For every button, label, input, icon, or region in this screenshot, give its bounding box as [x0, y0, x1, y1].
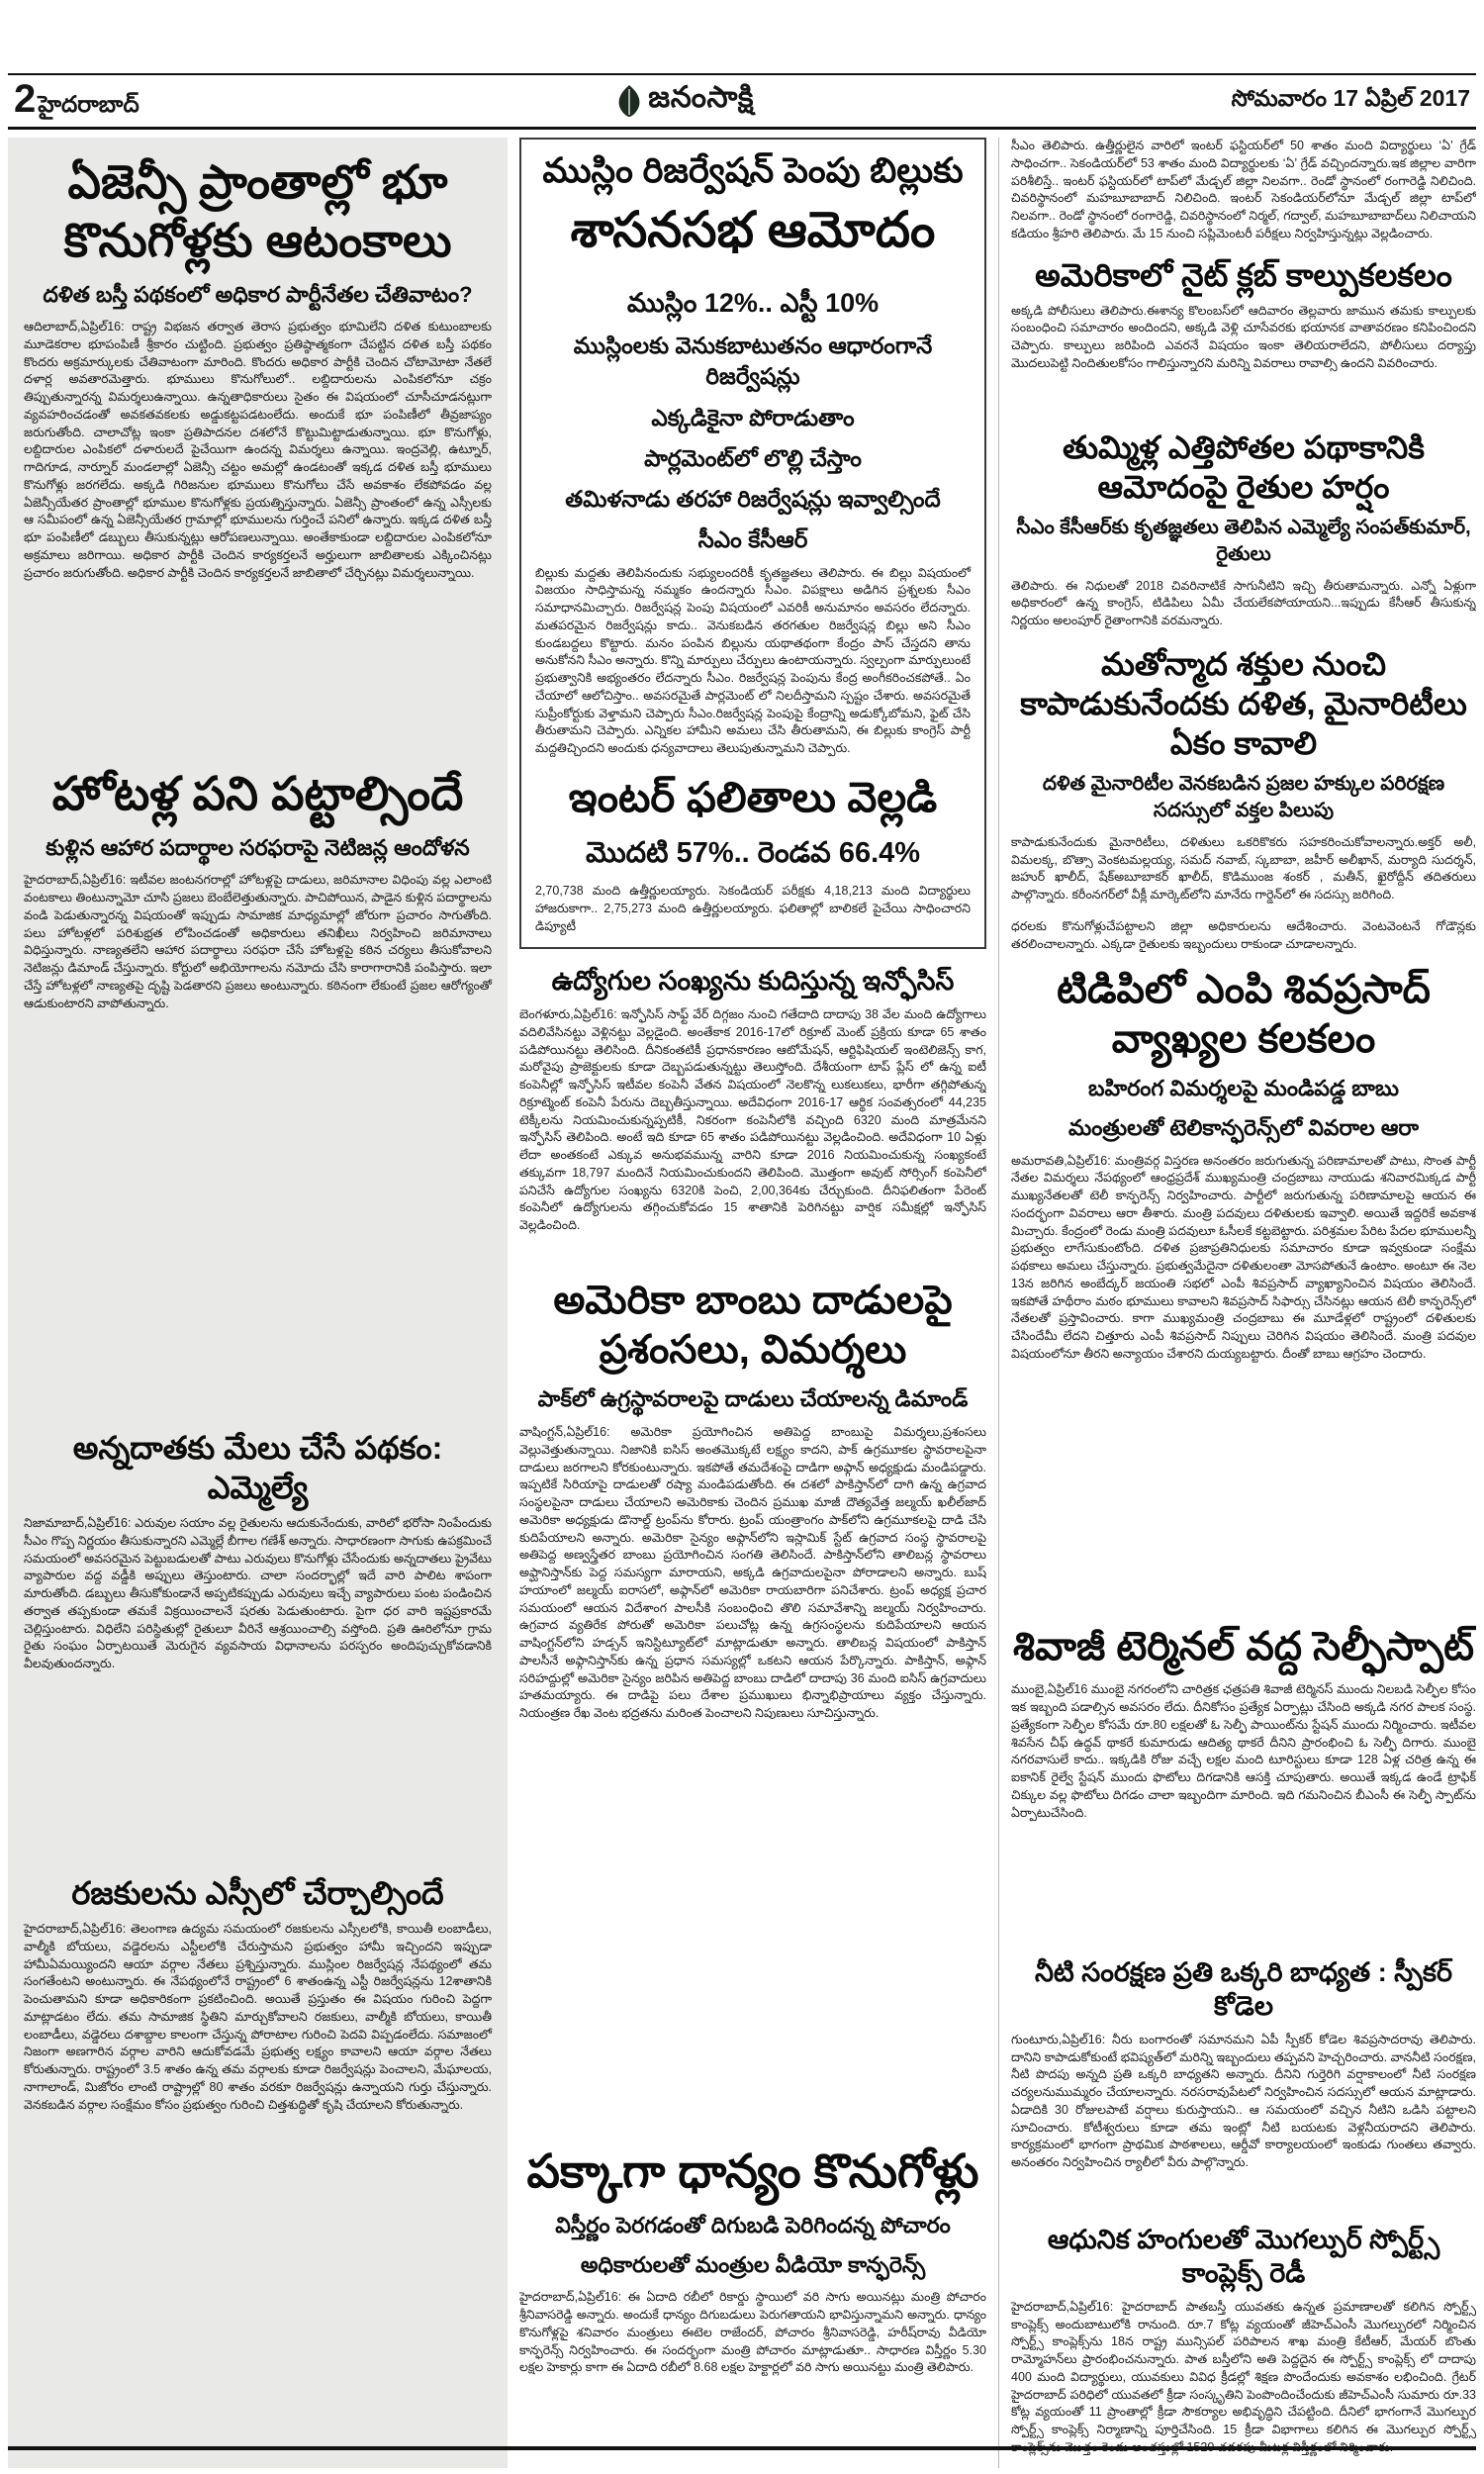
lead-subhead-primary: ముస్లిం 12%.. ఎస్టీ 10% — [626, 288, 880, 318]
story-body: సీఎం తెలిపారు. ఉత్తీర్ణులైన వారిలో ఇంటర్ ఫస్టియర్‌లో 50 శాతం మంది విద్యార్థులు ‘ఏ’ గ్రేడ్ సాధించగా.. సెకండియర్‌లో 53 శాతం మంది విద్యార్థులకు ‘ఏ’ గ్రేడ్ వచ్చిందన్నారు.ఇక జిల్లాల వారిగా పరిశీలిస్తే.. ఇంటర్ ఫస్టియర్‌లో టాప్‌లో మేడ్చల్ జిల్లా నిలవగా.. రెండో స్థానంలో రంగారెడ్డి నిలిచింది. చివరిస్థానంలో మహబూబాబాద్ నిలిచింది. ఇంటర్ సెకండియర్‌లోనూ మేడ్చల్ జిల్లా టాప్‌లో నిలవగా.. రెండో స్థానంలో రంగారెడ్డి, చివరిస్థానంలో నిర్మల్, గద్వాల్, మహబూబాబాద్‌లు నిలిచాయని కడియం శ్రీహరి తెలిపారు. మే 15 నుంచి సప్లిమెంటరీ పరీక్షలు నిర్వహిస్తున్నట్లు వెల్లడించారు. — [1011, 139, 1476, 240]
story-subhead: విస్తీర్ణం పెరగడంతో దిగుబడి పెరిగిందన్న పోచారం — [555, 2213, 951, 2238]
story-subhead: బహిరంగ విమర్శలపై మండిపడ్డ బాబు — [1088, 1076, 1399, 1101]
story-body: ఆదిలాబాద్,ఏప్రిల్16: రాష్ట్ర విభజన తర్వాత తెరాస ప్రభుత్వం భూమిలేని దళిత కుటుంబాలకు మూడెకరాల భూపంపిణీ శ్రీకారం చుట్టింది. ప్రభుత్వం ప్రతిష్ఠాత్మకంగా చేపట్టిన దళిత బస్తీ పథకం కొందరు అక్రమార్కులకు చేతివాటంగా మారింది. కొందరు అధికార పార్టీకి చెందిన చోటామోటా నేతలే దళార్ల అవతారమెత్తారు. భూములు కొనుగోలులో.. లబ్దిదారులను ఎంపికలోనూ చక్రం తిప్పుతున్నారన్న విమర్శలుఉన్నాయి. ఉన్నతాధికారులు సైతం ఈ విషయంలో చూసీచూడనట్లుగా వ్యవహరించడంతో అవకతవకలకు అడ్డుకట్టపడటంలేదు. అందుకే భూ పంపిణీలో తీవ్రజాప్యం జరుగుతోంది. చాలాచోట్ల ఇంకా ప్రతిపాదనల దశలోనే కొట్టుమిట్టాడుతున్నాయి. భూ కొనుగోళ్లు, లబ్దిదారుల ఎంపికలో దళారులదే పైచేయిగా ఉందన్న విమర్శలు ఉన్నాయి. ఇంద్రవెల్లి, ఉట్నూర్, గాదిగూడ, నార్నూర్ మండలాల్లో ఏజెన్సీ చట్టం అమల్లో ఉండటంతో ఇక్కడ దళిత బస్తీ భూములు కొనుగోళ్లు జరగలేదు. అక్కడి గిరిజనుల భూములు కొనుగోలు చేసే అవకాశం లేకపోవడం వల్ల ఏజెన్సీయేతర ప్రాంతాల్లో భూముల కొనుగోళ్లకు ప్రయత్నిస్తున్నారు. ఏజెన్సీ ప్రాంతంలో ఉన్న ఎస్సీలకు ఆ సమీపంలో ఉన్న ఏజెన్సీయేతర గ్రామాల్లో భూములను గుర్తించే పనిలో ఉన్నారు. ఇక్కడ దళిత బస్తీ భూ పంపిణీలో డబ్బులు తీసుకున్నట్లు ఆరోపణలున్నాయి. అంతేకాకుండా లబ్దిదారుల ఎంపికలోనూ అక్రమాలు జరిగాయి. అధికార పార్టీకి చెందిన కార్యకర్తలనే అర్హులుగా జాబితాలకు ఎక్కించినట్లు ప్రచారం జరుగుతోంది. అధికార పార్టీకి చెందిన కార్యకర్తలనే జాబితాలో చేర్చినట్లు విమర్శలున్నాయి. — [24, 320, 492, 580]
story-headline: శివాజీ టెర్మినల్ వద్ద సెల్ఫీస్పాట్ — [1013, 1625, 1474, 1669]
story-body: గుంటూరు,ఏప్రిల్16: నీరు బంగారంతో సమానమని ఏపీ స్పీకర్ కోడెల శివప్రసాదరావు తెలిపారు. దానిని కాపాడుకోకుంటే భవిష్యత్‌లో మరిన్ని ఇబ్బందులు తప్పవని హెచ్చరించారు. వాననీటి సంరక్షణ, నీటి పొదపు అన్నది ప్రతి ఒక్కరి బాధ్యతని అన్నారు. దీనిని గుర్తెరిగి వర్షాకాలంలో నీటి సంరక్షణ చర్యలనుముమ్మరం చేయాలన్నారు. నరసరావుపేటలో నిర్వహించిన సదస్సులో ఆయన మాట్లాడారు. ఏడాదికి 30 రోజులపాటే వర్షాలు కురుస్తాయని.. ఆ సమయంలో వచ్చిన నీటిని ఒడిసి పట్టాలని సూచించారు. కోటీశ్వరులు కూడా తమ ఇంట్లో నీటి బయటకు వెళ్లనీయరాదని తెలిపారు. కార్యక్రమంలో భాగంగా ప్రాథమిక పాఠశాలలు, ఆర్డీవో కార్యాలయంలో ఇంకుడు గుంతలు తవ్వారు. అనంతరం నిర్వహించిన ర్యాలీలో వీరు పాల్గొన్నారు. — [1011, 2032, 1476, 2169]
story-body: కాపాడుకునేందుకు మైనారిటీలు, దళితులు ఒకరికొకరు సహకరించుకోవాలన్నారు.అక్తర్ అలీ, విమలక్క, బొత్సా వెంకటమల్లయ్య, సమద్ నవాబ్, స్కబాబా, జహీర్ అలీఖాన్, మర్యాది సుదర్శన్, జహుర్ ఖాలీద్, షేక్అబూబాకర్ ఖాలీద్, కొడిముంజ శంకర్ , మతీన్, ఖైరోద్దీన్ తదితరులు పాల్గొన్నారు. కరీంనగర్‌లో వీక్లీ మార్కెట్‌లోని మానేరు గార్డెన్‌లో ఈ సదస్సు జరిగింది. — [1011, 834, 1476, 902]
story-agency-land — [24, 153, 492, 751]
story-body: వాషింగ్టన్,ఏప్రిల్16: అమెరికా ప్రయోగించిన అతిపెద్ద బాంబుపై విమర్శలు,ప్రశంసలు వెల్లువెత్తుతున్నాయి. నిజానికి ఐసిస్ అంతమొక్కటే లక్ష్యం కాదని, పాక్ ఉగ్రమూకల స్థావరాలపైనా దాడులు జరగాలని కోరకుంటున్నారు. ఇకపోతే తమదేశంపై దాడిగా అఫ్గాన్ అధ్యక్షుడు మండిపడ్డారు. ఇప్పటికే సిరియాపై దాడులతో రష్యా మండిపడుతోంది. ఈ దశలో పాకిస్తాన్‌లో దాగి ఉన్న ఉగ్రవాద సంస్థలపైనా దాడులు చేయాలని అమెరికాకు చెందిన ప్రముఖ మాజీ దౌత్యవేత్త జల్మయ్ ఖలీల్‌జాద్ అమెరికా అధ్యక్షుడు డొనాల్డ్ ట్రంప్‌ను కోరారు. ట్రంప్ యంత్రాంగం పాక్‌లోని ఉగ్రమూకలపై దాడి చేసి కుదిపేయాలని అన్నారు. అమెరికా సైన్యం అఫ్గాన్‌లోని ఇస్లామిక్ స్టేట్ ఉగ్రవాద సంస్థ స్థావరాలపై అతిపెద్ద అణ్వస్త్రేతర బాంబు ప్రయోగించిన సంగతి తెలిసిందే. పాకిస్తాన్‌లోని తాలిబన్ల స్థావరాలు అఫ్ఘానిస్తాన్‌కు పెద్ద సమస్యగా మారాయని, అక్కడి ఉగ్రవాదులపైనా పోరాడాలని అన్నారు. బుష్ హయాంలో జల్మయ్ ఐరాసలో, అఫ్గాన్‌లో అమెరికా రాయబారిగా పనిచేశారు. ట్రంప్ అధ్యక్ష ప్రచార సమయంలో ఆయన విదేశాంగ పాలసీకి సంబంధించి తొలి సమావేశాన్ని జల్మయ్ నిర్వహించారు. ఉగ్రవాద వ్యతిరేక పోరుతో అమెరికా పలుచోట్ల ఉన్న ఉగ్రసంస్థలను కుదిపేయాలని ఆయన వాషింగ్టన్‌లోని హడ్సన్ ఇనిస్టిట్యూట్‌లో మాట్లాడుతూ అన్నారు. తాలిబన్ల విషయంలో పాకిస్తాన్ పాలసీనే అఫ్గానిస్తాన్‌కు ఉన్న ప్రధాన సమస్యల్లో ఒకటని ఆయన పేర్కొన్నారు. పాకిస్తాన్, అఫ్గాన్ సరిహద్దుల్లో అమెరికా సైన్యం జరిపిన అతిపెద్ద బాంబు దాడిలో దాదాపు 36 మంది ఐసిస్ ఉగ్రవాదులు హతమయ్యారు. ఈ దాడిపై పలు దేశాల ప్రముఖులు భిన్నాభిప్రాయాలు వ్యక్తం చేస్తున్నారు. నియంత్రణ రేఖ వెంట భద్రతను మరింత పెంచాలని నిపుణులు సూచిస్తున్నారు. — [519, 1425, 986, 1721]
story-subhead: కుళ్లిన ఆహార పదార్థాల సరఫరాపై నెటిజన్ల ఆందోళన — [46, 834, 470, 860]
left-column — [8, 138, 508, 2468]
story-subhead: సీఎం కేసీఆర్‌కు కృతజ్ఞతలు తెలిపిన ఎమ్మెల్యే సంపత్‌కుమార్, రైతులు — [1016, 516, 1471, 565]
story-headline: ఆధునిక హంగులతో మొగల్పుర్ స్పోర్ట్స్ కాంప్లెక్స్ రెడీ — [1047, 2225, 1440, 2288]
page-number: 2 — [14, 76, 37, 121]
story-headline: పక్కాగా ధాన్యం కొనుగోళ్లు — [526, 2144, 979, 2198]
bottom-rule — [8, 2446, 1476, 2450]
story-thummilla — [1011, 428, 1476, 630]
story-headline: టిడిపిలో ఎంపి శివప్రసాద్ వ్యాఖ్యల కలకలం — [1057, 968, 1431, 1062]
story-headline: రజకులను ఎస్సీలో చేర్చాల్సిందే — [71, 1875, 444, 1911]
masthead-title: జనంసాక్షి — [648, 80, 755, 114]
story-selfie-spot — [1011, 1622, 1476, 1943]
edition-block — [14, 76, 139, 124]
lead-subhead: ముస్లింలకు వెనుకబాటుతనం ఆధారంగానే రిజర్వేషన్లు — [573, 333, 933, 390]
date-label: సోమవారం 17 ఏప్రిల్ 2017 — [1231, 84, 1470, 111]
story-headline: అమెరికా బాంబు దాడులపై ప్రశంసలు, విమర్శలు — [553, 1279, 953, 1373]
story-body: తెలిపారు. ఈ నిధులతో 2018 చివరినాటికే సాగునీటిని ఇచ్చి తీరుతామన్నారు. ఎన్నో ఏళ్లుగా అధికారంలో ఉన్న కాంగ్రెస్, టిడిపిలు ఏమీ చేయలేకపోయాయని...ఇప్పుడు కేసీఆర్ తీసుకున్న నిర్ణయం అలంపూర్ రైతాంగానికి వరమన్నారు. — [1011, 578, 1476, 627]
lead-subhead: పార్లమెంట్‌లో లొల్లి చేస్తాం — [644, 444, 862, 471]
story-water-conservation — [1011, 1956, 1476, 2210]
masthead-brand — [616, 81, 754, 122]
story-subhead: అధికారులతో మంత్రుల వీడియో కాన్ఫరెన్స్ — [580, 2251, 926, 2277]
story-headline: నీటి సంరక్షణ ప్రతి ఒక్కరి బాధ్యత : స్పీకర్ కోడెల — [1034, 1957, 1453, 2021]
lead-headline-top: ముస్లిం రిజర్వేషన్ పెంపు బిల్లుకు — [542, 151, 964, 190]
story-body: నిజామాబాద్,ఏప్రిల్16: ఎరువుల సయాం వల్ల రైతులను ఆదుకునేందుకు, వారిలో భరోసా నింపేందుకు సీఎం గొప్ప నిర్ణయం తీసుకున్నారని ఎమ్మెల్లే బీగాల గణేశ్ అన్నారు. సాధారణంగా సాగుకు ఉపక్రమించే సమయంలో అవసరమైన పెట్టుబడులతో పాటు ఎరువులు కొనుగోళ్లు చేసేందుకు అన్నదాతలు ప్రైవేటు వ్యాపారుల వద్ద వడ్డీకి అప్పులు తెస్తుంటారు. చాలా సందర్భాల్లో ఇదే వారి పాలిట శాపంగా మారుతోంది. డబ్బులు తీసుకోకుండానే అప్పటికప్పుడు ఎరువులు ఇచ్చే వ్యాపారులు పంట పండించిన తర్వాత తప్పకుండా తమకే విక్రయించాలనే షరతు పెడుతుంటారు. పైగా ధర వారి ఇష్టప్రకారమే చెల్లిస్తుంటారు. విధిలేని పరిస్థితుల్లో రైతులూ వీరినే ఆశ్రయించాల్సి వస్తోంది. ప్రతి ఊరిలోనూ గ్రామ రైతు సంఘం ఏర్పాటయితే మెరుగైన వ్యవసాయ విధానాలను పరస్పరం అందిపుచ్చుకోవడానికి వీలవుతుందన్నారు. — [24, 1516, 492, 1670]
story-body: అమరావతి,ఏప్రిల్16: మంత్రివర్గ విస్తరణ అనంతరం జరుగుతున్న పరిణామాలతో పాటు, సొంత పార్టీ నేతల విమర్శలు నేపథ్యంలో ఆంధ్రప్రదేశ్ ముఖ్యమంత్రి చంద్రబాబు నాయుడు శనివారమిక్కడ పార్టీ ముఖ్యనేతలతో టెలీ కాన్ఫరెన్స్ నిర్వహించారు. పార్టీలో జరుగుతున్న పరిణామాలపై ఆయన ఈ సందర్భంగా వివరాలు ఆరా తీశారు. మంత్రి పదవులు దళితులకు ఇవ్వాలి. అయితే ఇద్దరికే అవకాశ మిచ్చారు. కేంద్రంలో రెండు మంత్రి పదవులూ ఓసీలకే కట్టబెట్టారు. పరిశ్రమల పేరిట పేదల భూములన్నీ ప్రభుత్వం లాగేసుకుంటోంది. దళిత ప్రజాప్రతినిధులకు సమాచారం కూడా ఇవ్వకుండా సంక్షేమ పథకాలు అమలు చేస్తున్నారు. ప్రభుత్వమేదైనా దళితులంతా మోసపోతునే ఉంటాం. అంటూ ఈ నెల 13న జరిగిన అంబేద్కర్ జయంతి సభలో ఎంపీ శివప్రసాద్ వ్యాఖ్యానించిన విషయం తెలిసిందే. ఇకపోతే హథీరాం మఠం భూములు కావాలని శివప్రసాద్ సిఫార్సు చేసినట్లు ఆయన టెలీ కాన్ఫరెన్స్‌లో నేతలతో ప్రస్తావించారు. కాగా ముఖ్యమంత్రి చంద్రబాబు ఈ మూడేళ్లలో రాష్ట్రంలో దళితులకు చేసిందేమీ లేదని చిత్తూరు ఎంపీ శివప్రసాద్ నిప్పులు చెరిగిన విషయం తెలిసిందే. మంత్రి పదవుల విషయంలోనూ తీరని అన్యాయం చేశారని దుయ్యబట్టారు. దీంతో బాబు ఆగ్రహం చెందారు. — [1011, 1153, 1476, 1361]
middle-column — [519, 138, 986, 2468]
lead-headline-main: శాసనసభ ఆమోదం — [570, 202, 936, 257]
story-headline: అన్నదాతకు మేలు చేసే పథకం: ఎమ్మెల్యే — [72, 1430, 443, 1505]
results-headline: ఇంటర్ ఫలితాలు వెల్లడి — [568, 773, 938, 820]
edition-label: హైదరాబాద్ — [38, 90, 139, 117]
results-subhead: మొదటి 57%.. రెండవ 66.4% — [585, 836, 921, 869]
story-infosys — [519, 965, 986, 1262]
lead-attribution: సీఎం కేసీఆర్ — [697, 525, 808, 552]
story-subhead: దళిత బస్తీ పథకంలో అధికార పార్టీనేతల చేతివాటం? — [43, 281, 473, 307]
story-body: హైదరాబాద్,ఏప్రిల్16: ఇటీవల జంటనగరాల్లో హోటళ్లపై దాడులు, జరిమానాల విధింపు వల్ల ఎలాంటి వంటకాలు తింటున్నామో చూసి ప్రజలు బెంబేలెత్తుతున్నారు. పాచిపోయిన, పాడైన కుళ్లిన పదార్థాలను వండి పెడుతున్నారన్న విషయంతో ఇప్పుడు సామాజిక మాధ్యమాల్లో జోరుగా ప్రచారం సాగుతోంది. పలు హోటళ్లలో పరిశుభ్రత లోపించడంతో అధికారులు తనిఖీలు నిర్వహించి జరిమానాలు విధిస్తున్నారు. నాణ్యతలేని ఆహార పదార్థాలు సరఫరా చేసే హోటళ్లపై కఠిన చర్యలు తీసుకోవాలని నెటిజన్లు డిమాండ్ చేస్తున్నారు. కోర్టులో అభియోగాలను నమోదు చేసి కారాగారానికి పంపిస్తారు. ఇలా చేస్తే హోటళ్లలో నాణ్యతపై దృష్టి పెడతారని ప్రజలు అంటున్నారు. కఠినంగా లేకుంటే ప్రజల ఆరోగ్యంతో ఆడుకుంటారని వాపోతున్నారు. — [24, 873, 492, 1010]
right-column — [998, 138, 1476, 2468]
continuation-paragraph — [1011, 918, 1476, 954]
story-dalit-minorities — [1011, 644, 1476, 904]
continuation-paragraph — [1011, 138, 1476, 243]
lead-body: బిల్లుకు మద్దతు తెలిపినందుకు సభ్యులందరికీ కృతజ్ఞతలు తెలిపారు. ఈ బిల్లు విషయంలో విజయం సాధిస్తామన్న నమ్మకం ఉందన్నారు సీఎం. విపక్షాలు అడిగిన ప్రశ్నలకు సీఎం సమాధానమిచ్చారు. రిజర్వేషన్ల పెంపు విషయంలో ఎవరికీ అనుమానం అవసరం లేదన్నారు. మతపరమైన రిజర్వేషన్లు కాదు.. వెనుకబడిన తరగతుల రిజర్వేషన్ల బిల్లు అని సీఎం కుండబద్దలు కొట్టారు. మనం పంపిన బిల్లును యథాతథంగా కేంద్రం పాస్ చేస్తదని తాను అనుకోనని సీఎం అన్నారు. కొన్ని మార్పులు చేర్పులు ఉంటాయన్నారు. స్వల్పంగా మార్పులుంటే ప్రభుత్వానికి అభ్యంతరం లేదన్నారు సీఎం. రిజర్వేషన్ల పెంపును కేంద్ర అంగీకరించకపోతే.. ఏం చేయాలో ఆలోచిస్తాం.. అవసరమైతే పార్లమెంట్ లో నిలదీస్తామని స్పష్టం చేశారు. అవసరమైతే సుప్రీంకోర్టుకు వెళ్తామని చెప్పారు సీఎం.రిజర్వేషన్ల పెంపుపై కేంద్రాన్ని అడుక్కోబోమని, ఫైట్ చేసి తీరుతామని చెప్పారు. ఎన్నికల హామీని అమలు చేసి తీరుతామని, ఈ బిల్లుకు కాంగ్రెస్ పార్టీ మద్దతిచ్చిందని అందుకు ధన్యవాదాలు తెలుపుతున్నామని చెప్పారు. — [535, 565, 971, 756]
story-body: ధరలకు కొనుగోళ్లుచేపట్టాలని జిల్లా అధికారులను ఆదేశించారు. వెంటవెంటనే గోడౌన్లకు తరలించాలన్నారు. ఎక్కడా రైతులకు ఇబ్బందులు రాకుండా చూడాలన్నారు. — [1011, 918, 1476, 951]
story-headline: ఏజెన్సీ ప్రాంతాల్లో భూ కొనుగోళ్లకు ఆటంకాలు — [63, 155, 452, 266]
story-headline: తుమ్మిళ్ల ఎత్తిపోతల పథాకానికి ఆమోదంపై రైతుల హర్షం — [1063, 428, 1425, 505]
story-headline: ఉద్యోగుల సంఖ్యను కుదిస్తున్న ఇన్ఫోసిస్ — [551, 966, 955, 997]
story-grain-purchase — [519, 2142, 986, 2468]
story-headline: మతోన్మాద శక్తుల నుంచి కాపాడుకునేందకు దళిత, మైనారిటీలు ఏకం కావాలి — [1020, 645, 1467, 761]
lead-story-box — [519, 138, 986, 949]
story-subhead: పాక్‌లో ఉగ్రస్థావరాలపై దాడులు చేయాలన్న డిమాండ్ — [537, 1386, 969, 1412]
story-us-bombing — [519, 1276, 986, 2129]
page-columns — [0, 130, 1484, 2468]
story-body: బెంగళూరు,ఏప్రిల్16: ఇన్ఫోసిస్ సాఫ్ట్ వేర్ దిగ్గజం నుంచి గతేదాది దాదాపు 38 వేల మంది ఉద్యోగాలు వదిలివేసినట్టు వెళ్లినట్టు వెల్లడైంది. అంతేకాక 2016-17లో రిక్రూట్ మెంట్ ప్రక్రియ కూడా 65 శాతం పడిపోయినట్టు తెలిసింది. దీనికంతటికీ ప్రధానకారణం ఆటోమేషన్, ఆర్టిఫిషియల్ ఇంటెలిజెన్స్ కాగ, మరోవైపు ప్రాజెక్టులకు కూడా దెబ్బపడుతున్నట్టు తెలుస్తోంది. దేశీయంగా టాప్ ప్లేస్ లో ఉన్న ఐటీ కంపెనీల్లో ఇన్ఫోసిస్ ఇటీవల కంపెనీ వేతన విషయంలో నెలకొన్న లుకలుకలు, భారీగా తగ్గిపోతున్న రిక్రూట్మెంట్ కంపెనీ పేరును దెబ్బతీస్తున్నాయి. అదేవిధంగా 2016-17 ఆర్థిక సంవత్సరంలో 44,235 టెక్కీలను నియమించుకున్నప్పటికీ, నికరంగా కంపెనీలోకి వచ్చింది 6320 మంది మాత్రమేనని ఇన్ఫోసిస్ తెలిపింది. అంటే ఇది కూడా 65 శాతం పడిపోయినట్టు వెల్లడించింది. అదేవిధంగా 10 ఏళ్లు లేదా అంతకంటే ఎక్కువ అనుభవమున్న వారిని కూడా 2016 నియమించుకున్న సంఖ్యకంటే తక్కువగా 18,797 మందినే నియమించుకుందని తెలిపింది. మొత్తంగా అవుట్ సోర్సింగ్ కంపెనీలో పనిచేసే ఉద్యోగుల సంఖ్యను 6320కి పెంచి, 2,00,364కు చేర్చుకుంది. దీనిఫలితంగా పేరెంట్ కంపెనీలో ఉద్యోగులను తగ్గించుకోవడం 15 శాతానికి పెరిగినట్టు వార్షిక సమీక్షల్లో ఇన్ఫోసిస్ వెల్లడించింది. — [519, 1007, 986, 1233]
story-body: ముంబై,ఏప్రిల్16 ముంబై నగరంలోని చారిత్రక ఛత్రపతి శివాజీ టెర్మినస్ ముందు నిలబడి సెల్ఫీల కోసం ఇక ఇబ్బంది పడాల్సిన అవసరం లేదు. దీనికోసం ప్రత్యేక ఏర్పాట్లు చేసింది అక్కడి నగర పాలక సంస్థ. ప్రత్యేకంగా సెల్ఫీల కోసమే రూ.80 లక్షలతో ఓ సెల్ఫీ పాయింట్‌ను స్టేషన్ ముందు నిర్మించారు. ఇటీవల శివసేన చీఫ్ ఉద్ధవ్ థాకరే కుమారుడు ఆదిత్య థాకరే దీనిని ప్రారంభించి ఓ సెల్ఫీ దిగారు. ముంబై నగరవాసులే కాదు.. ఇక్కడికి రోజు వచ్చే లక్షల మంది టూరిస్టులు కూడా 128 ఏళ్ల చరిత్ర ఉన్న ఈ ఐకానిక్ రైల్వే స్టేషన్ ముందు ఫొటోలు దిగడానికి ఆసక్తి చూపుతారు. అయితే ఇక్కడ ఉండే ట్రాఫిక్ చిక్కుల వల్ల ఫొటోలు దిగడం చాలా ఇబ్బందిగా మారింది. ఇది గమనించిన బీఎంసీ ఈ సెల్ఫీ స్పాట్‌ను ఏర్పాటుచేసింది. — [1011, 1682, 1476, 1820]
story-nightclub — [1011, 255, 1476, 414]
story-headline: అమెరికాలో నైట్ క్లబ్ కాల్పుకలకలం — [1035, 256, 1452, 293]
lead-subhead: ఎక్కడికైనా పోరాడుతాం — [651, 404, 855, 430]
story-sports-complex — [1011, 2224, 1476, 2468]
story-subhead: మంత్రులతో టెలికాన్ఫరెన్స్‌లో వివరాల ఆరా — [1067, 1114, 1419, 1140]
story-body: హైదరాబాద్,ఏప్రిల్16: ఈ ఏదాది రబీలో రికార్డు స్థాయిలో వరి సాగు అయినట్లు మంత్రి పోచారం శ్రీనివాసరెడ్డి అన్నారు. అందుకే ధాన్యం దిగుబడులు పెరుగతాయని భావిస్తున్నామని అన్నారు. ధాన్యం కొనుగోళ్లపై శనివారం మంత్రులు ఈటెల రాజేందర్, పోచారం శ్రీనివాసరెడ్డి, హరీష్‌రావు వీడియో కాన్ఫరెన్స్ నిర్వహించారు. ఈ సందర్భంగా మంత్రి పోచారం మాట్లాడుతూ.. సాధారణ విస్తీర్ణం 5.30 లక్షల హెకార్లు కాగా ఈ ఏదాది రబీలో 8.68 లక్షల హెక్టార్లలో వరి సాగు అయినట్టు మంత్రి తెలిపారు. — [519, 2290, 986, 2375]
masthead-bar — [8, 73, 1476, 130]
story-body: హైదరాబాద్,ఏప్రిల్16: హైదరాబాద్ పాతబస్తీ యువతకు ఉన్నత ప్రమాణాలతో కలిగిన స్పోర్ట్స్ కాంప్లెక్స్ అందుబాటులోకి రానుంది. రూ.7 కోట్ల వ్యయంతో జీహెచ్ఎంసీ మొగల్పురలో నిర్మించిన స్పోర్ట్స్ కాంప్లెక్స్‌ను 18న రాష్ట్ర మున్సిపల్ పరిపాలన శాఖ మంత్రి కేటీఆర్, మేయర్ బొంతు రామ్మోహన్‌లు ప్రారంభించనున్నారు. పాత బస్తీలోని అతి పెద్దదైన ఈ స్పోర్ట్స్ కాంప్లెక్స్ లో దాదాపు 400 మంది విద్యార్థులు, యువకులు వివిధ క్రీడల్లో శిక్షణ పొందేందుకు అవకాశం లభించింది. గ్రేటర్ హైదరాబాద్ పరిధిలో యువతలో క్రీడా సంస్కృతిని పెంపొందించేందుకు జీహెచ్ఎంసీ సుమారు రూ.33 కోట్ల వ్యయంతో 11 ప్రాంతాల్లో క్రీడా సౌకర్యాల అభివృద్ధిని చేపట్టింది. దీనిలో భాగంగానే మొగల్పుర స్పోర్ట్స్ కాంప్లెక్స్ నిర్మాణాన్ని పూర్తిచేసింది. 15 క్రీడా విభాగాలు కలిగిన ఈ మొగల్పుర స్పోర్ట్స్ కాంప్లెక్స్‌ను మొత్తం రెండు అంతస్తుల్లో 1520 చదరపు మీటర్ల విస్తీర్ణంలో నిర్మించారు. — [1011, 2299, 1476, 2454]
lead-subhead: తమిళనాడు తరహా రిజర్వేషన్లు ఇవ్వాల్సిందే — [565, 485, 941, 512]
story-hotels — [24, 765, 492, 1414]
story-tdp-sivaprasad — [1011, 965, 1476, 1608]
results-body: 2,70,738 మంది ఉత్తీర్ణులయ్యారు. సెకండియర్ పరీక్షకు 4,18,213 మంది విద్యార్థులు హాజరుకాగా.. 2,75,273 మంది ఉత్తీర్ణులయ్యారు. ఫలితాల్లో బాలికలే పైచేయి సాధించారని డిప్యూటీ — [535, 884, 971, 933]
story-body: అక్కడి పోలీసులు తెలిపారు.ఈశాన్య కొలంబస్‌లో ఆదివారం తెల్లవారు జామున తమకు కాల్పులకు సంబంధించి సమాచారం అందిందని, అక్కడి వెళ్లి చూసేవరకు భయానక వాతావరణం కనిపించిందని చెప్పారు. కాల్పులు జరిపింది ఎవరనే విషయం ఇంకా తెలియరాలేదని, పోలీసులు దర్యాప్తు మొదలుపెట్టి నిందితులకోసం గాలిస్తున్నారని మరిన్ని వివరాలు రావాల్సి ఉందని వివరించారు. — [1011, 303, 1476, 370]
story-body: హైదరాబాద్,ఏప్రిల్16: తెలంగాణ ఉద్యమ సమయంలో రజకులను ఎస్సీలలోకి, కాయితీ లంబాడీలు, వాల్మీకి బోయలు, వడ్డెరలను ఎస్టీలలోకి చేరుస్తామని ప్రభుత్వం హామీ ఇచ్చిందని ఇప్పుడా హామీఏమయ్యిందని ఆయా వర్గాల నేతలు ప్రశ్నిస్తున్నారు. ముస్లింల రిజర్వేషన్ల నేపథ్యంలో తమ సంగతేంటని అంటున్నారు. ఈ నేపథ్యంలోనే రాష్ట్రంలో 6 శాతంఉన్న ఎస్టీ రిజర్వేషన్లను 12శాతానికి పెంచుతామని కూడా అధికారికంగా ప్రకటించింది. అయితే ప్రస్తుతం ఈ విషయం గురించి పెద్దగా మాట్లాడటం లేదు. తమ సామాజిక స్థితిని మార్చుకోవాలని రజకులు, వాల్మీకి బోయలు, కాయితీ లంబాడీలు, వడ్డెరలు దశాబ్దాల కాలంగా చేస్తున్న పోరాటాల గురించి పెదవి విప్పడంలేదు. సమాజంలో నిజంగా అణగారిన వర్గాల వారిని ఆదుకోవడమే ప్రభుత్వ లక్ష్యం కావాలని ఆయా వర్గాల నేతలు కోరుతున్నారు. రాష్ట్రంలో 3.5 శాతం ఉన్న తమ వర్గాలకు కూడా రిజర్వేషన్లు పెంచాలని, మేఘాలయ, నాగాలాండ్, మిజోరం లాంటి రాష్ట్రాల్లో 80 శాతం వరకూ రిజర్వేషన్లు ఉన్నాయని గుర్తు చేస్తున్నారు. వెనకబడిన వర్గాల సంక్షేమం కోసం ప్రభుత్వం గురించి చిత్తశుద్ధితో కృషి చేయాలని కోరుతున్నారు. — [24, 1922, 492, 2112]
story-farmer-scheme — [24, 1428, 492, 1859]
story-subhead: దళిత మైనారిటీల వెనకబడిన ప్రజల హక్కుల పరిరక్షణ సదస్సులో వక్తల పిలుపు — [1042, 772, 1445, 821]
story-headline: హోటళ్ల పని పట్టాల్సిందే — [51, 767, 464, 819]
leaf-logo-icon — [616, 84, 642, 118]
story-rajakas — [24, 1873, 492, 2408]
